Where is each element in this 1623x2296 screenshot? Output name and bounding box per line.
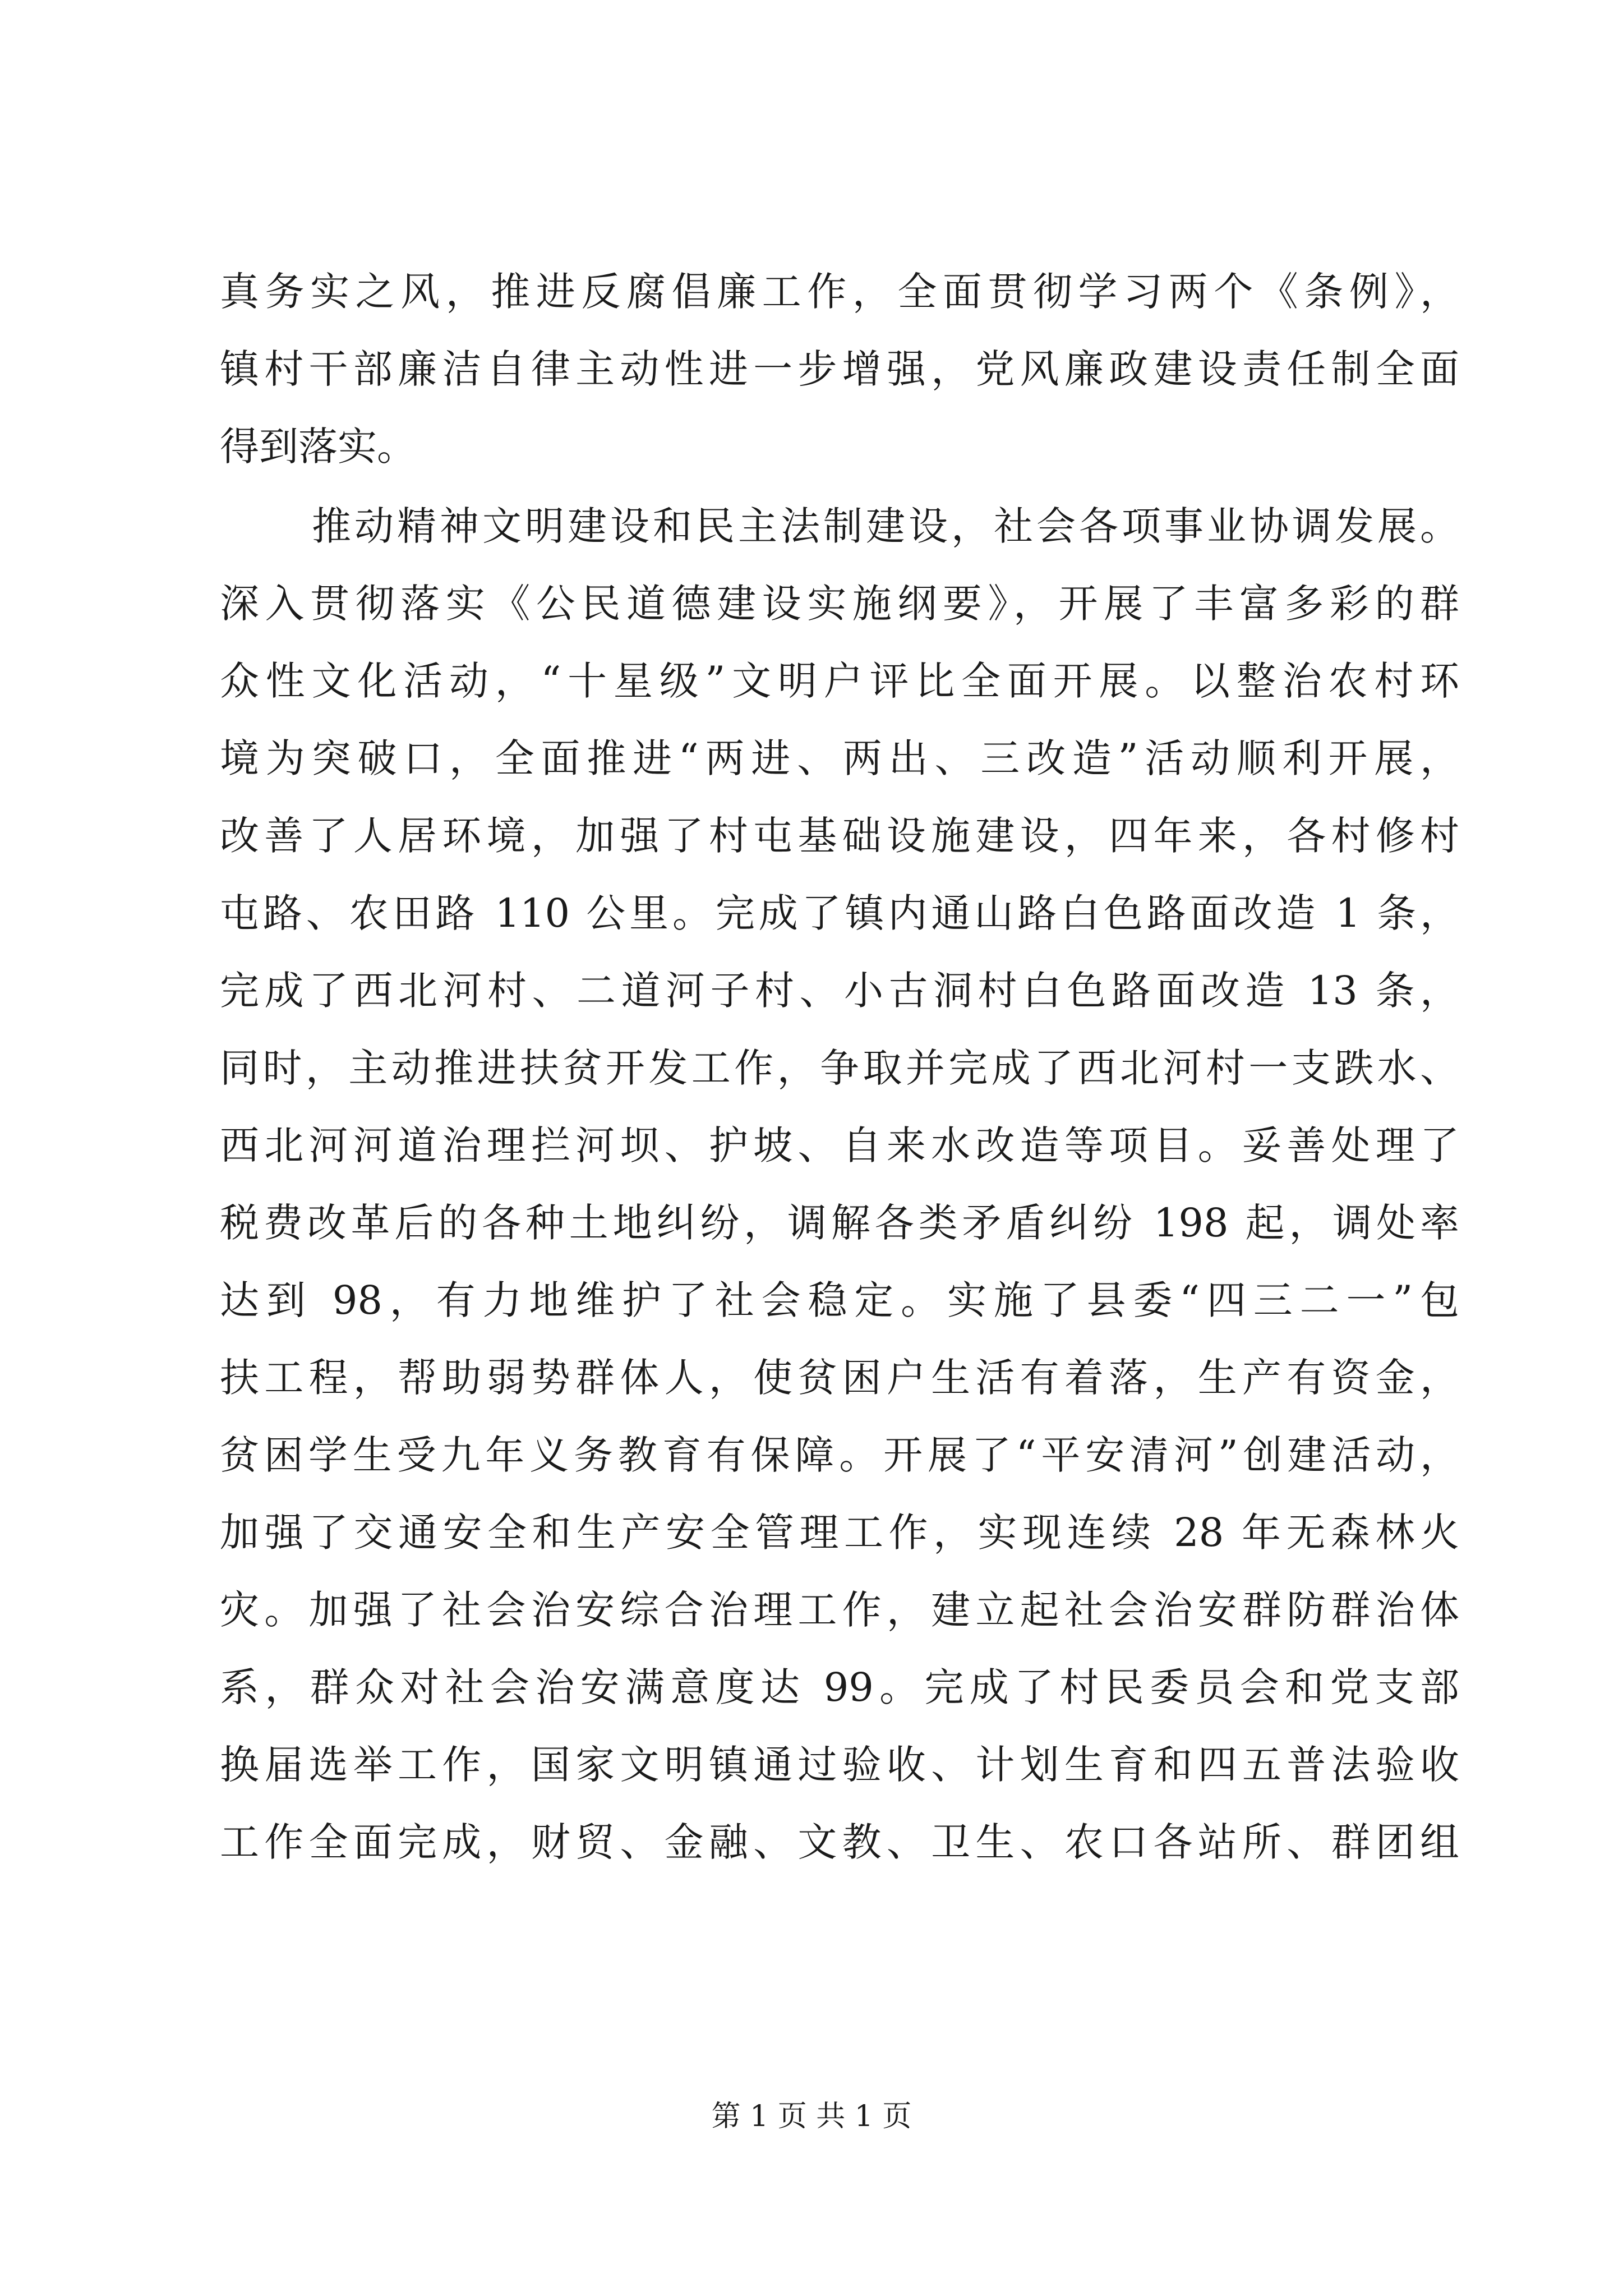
paragraph-2-line-16: 系，群众对社会治安满意度达 99。完成了村民委员会和党支部 bbox=[220, 1664, 1459, 1710]
paragraph-2-line-1: 推动精神文明建设和民主法制建设，社会各项事业协调发展。 bbox=[312, 503, 1459, 549]
paragraph-1-line-3: 得到落实。 bbox=[220, 424, 416, 470]
paragraph-2-line-6: 屯路、农田路 110 公里。完成了镇内通山路白色路面改造 1 条， bbox=[220, 890, 1459, 936]
paragraph-2-line-7: 完成了西北河村、二道河子村、小古洞村白色路面改造 13 条， bbox=[220, 968, 1459, 1014]
paragraph-2-line-18: 工作全面完成，财贸、金融、文教、卫生、农口各站所、群团组 bbox=[220, 1819, 1459, 1865]
paragraph-2-line-2: 深入贯彻落实《公民道德建设实施纲要》，开展了丰富多彩的群 bbox=[220, 581, 1459, 627]
paragraph-2-line-8: 同时，主动推进扶贫开发工作，争取并完成了西北河村一支跌水、 bbox=[220, 1045, 1459, 1091]
paragraph-2-line-14: 加强了交通安全和生产安全管理工作，实现连续 28 年无森林火 bbox=[220, 1510, 1459, 1556]
paragraph-2-line-13: 贫困学生受九年义务教育有保障。开展了“平安清河”创建活动， bbox=[220, 1432, 1459, 1478]
paragraph-2-line-5: 改善了人居环境，加强了村屯基础设施建设，四年来，各村修村 bbox=[220, 813, 1459, 859]
paragraph-2-line-10: 税费改革后的各种土地纠纷，调解各类矛盾纠纷 198 起，调处率 bbox=[220, 1200, 1459, 1246]
paragraph-2-line-3: 众性文化活动，“十星级”文明户评比全面开展。以整治农村环 bbox=[220, 658, 1459, 704]
paragraph-2-line-15: 灾。加强了社会治安综合治理工作，建立起社会治安群防群治体 bbox=[220, 1587, 1459, 1633]
page-number-footer: 第 1 页 共 1 页 bbox=[711, 2100, 912, 2133]
paragraph-1-line-1: 真务实之风，推进反腐倡廉工作，全面贯彻学习两个《条例》， bbox=[220, 269, 1459, 315]
paragraph-2-line-17: 换届选举工作，国家文明镇通过验收、计划生育和四五普法验收 bbox=[220, 1742, 1459, 1788]
paragraph-2-line-9: 西北河河道治理拦河坝、护坡、自来水改造等项目。妥善处理了 bbox=[220, 1122, 1459, 1168]
paragraph-2-line-12: 扶工程，帮助弱势群体人，使贫困户生活有着落，生产有资金， bbox=[220, 1355, 1459, 1401]
paragraph-2-line-11: 达到 98，有力地维护了社会稳定。实施了县委“四三二一”包 bbox=[220, 1277, 1459, 1323]
paragraph-2-line-4: 境为突破口，全面推进“两进、两出、三改造”活动顺利开展， bbox=[220, 735, 1459, 781]
paragraph-1-line-2: 镇村干部廉洁自律主动性进一步增强，党风廉政建设责任制全面 bbox=[220, 346, 1459, 392]
